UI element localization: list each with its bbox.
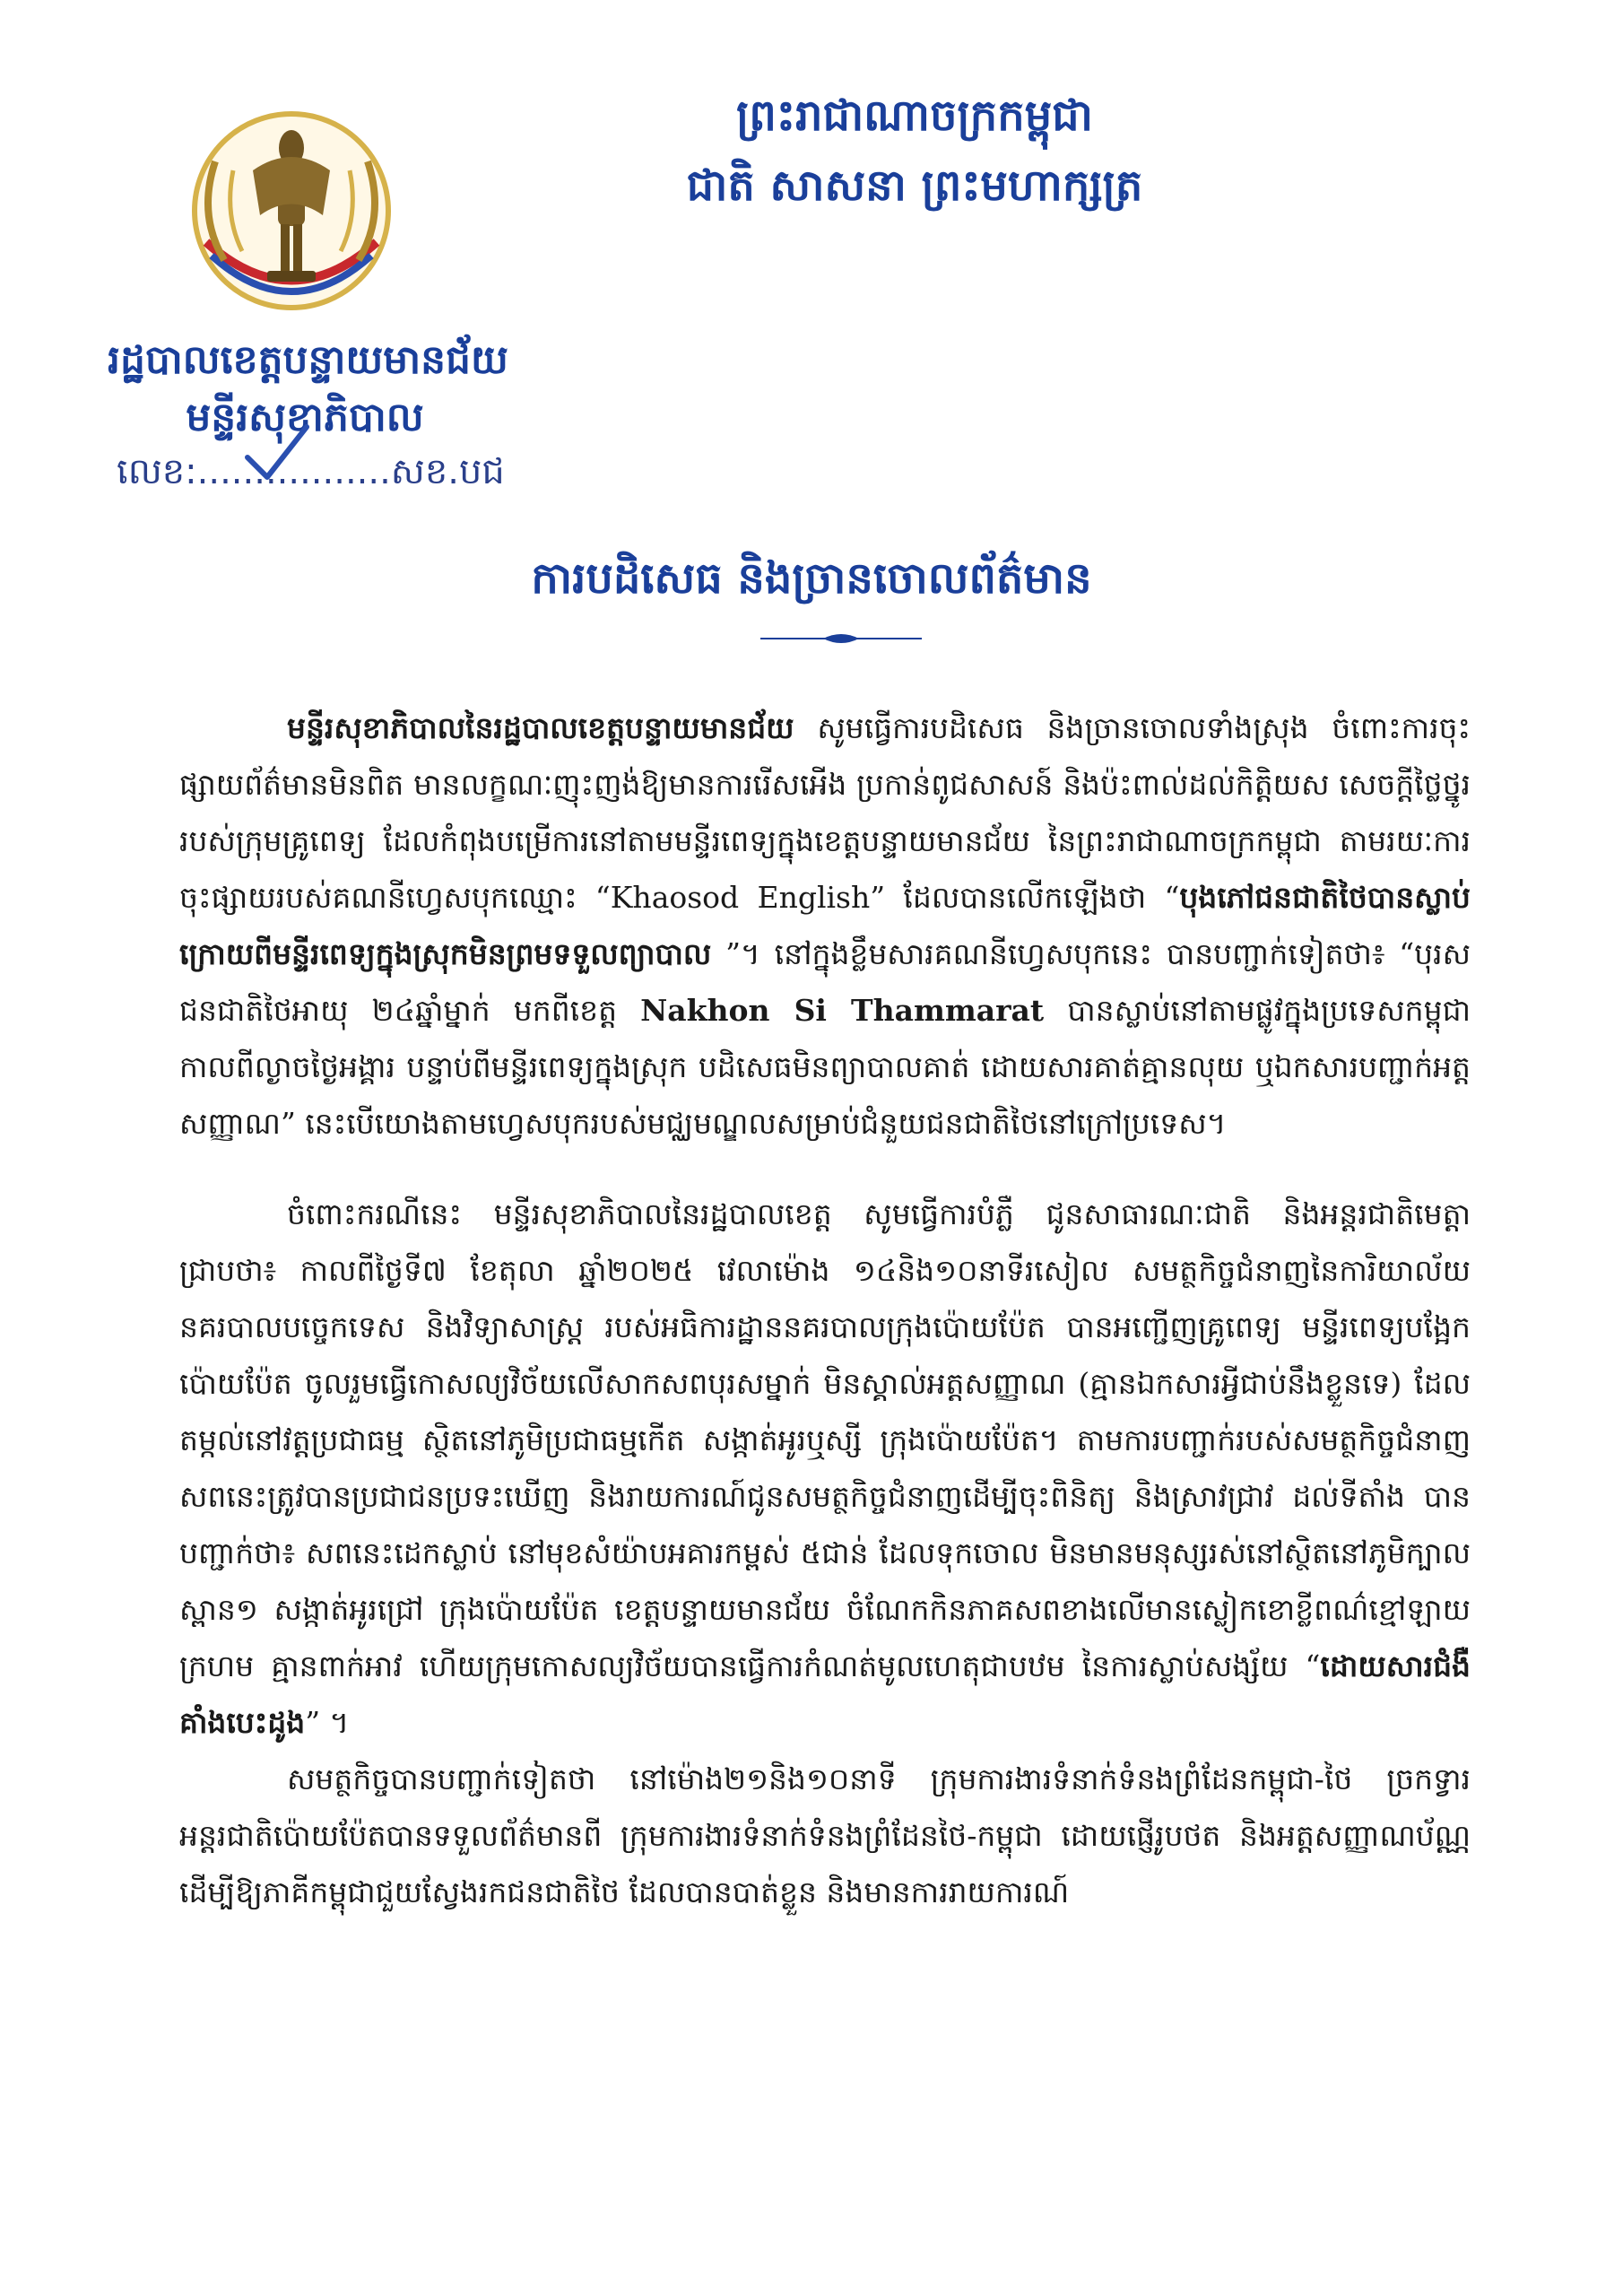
paragraph-2-text-a: ចំពោះករណីនេះ មន្ទីរសុខាភិបាលនៃរដ្ឋបាលខេត្ត សូមធ្វើការបំភ្លឺ ជូនសាធារណៈជាតិ និងអន្តរជាតិមេត្តាជ្រាបថា៖ កាលពីថ្ងៃទី៧ ខែតុលា ឆ្នាំ២០២៥ វេលាម៉ោង ១៤និង១០នាទីរសៀល សមត្ថកិច្ចជំនាញនៃការិយាល័យនគរបាលបច្ចេកទេស និងវិទ្យាសាស្ត្រ របស់អធិការដ្ឋាននគរបាលក្រុងប៉ោយប៉ែត បានអញ្ជើញគ្រូពេទ្យ មន្ទីរពេទ្យបង្អែកប៉ោយប៉ែត ចូលរួមធ្វើកោសល្យវិច័យលើសាកសពបុរសម្នាក់ មិនស្គាល់អត្តសញ្ញាណ (គ្មានឯកសារអ្វីជាប់នឹងខ្លួនទេ) ដែលតម្កល់នៅវត្តប្រជាធម្ម ស្ថិតនៅភូមិប្រជាធម្មកើត សង្កាត់អូរឬស្សី ក្រុងប៉ោយប៉ែត។ តាមការបញ្ជាក់របស់សមត្ថកិច្ចជំនាញ សពនេះត្រូវបានប្រជាជនប្រទះឃើញ និងរាយការណ៍ជូនសមត្ថកិច្ចជំនាញដើម្បីចុះពិនិត្យ និងស្រាវជ្រាវ ដល់ទីតាំង បានបញ្ជាក់ថា៖ សពនេះដេកស្លាប់ នៅមុខសំយ៉ាបអគារកម្ពស់ ៥ជាន់ ដែលទុកចោល មិនមានមនុស្សរស់នៅស្ថិតនៅភូមិក្បាលស្ពាន១ សង្កាត់អូរជ្រៅ ក្រុងប៉ោយប៉ែត ខេត្តបន្ទាយមានជ័យ ចំណែកកិនភាគសពខាងលើមានស្លៀកខោខ្លីពណ៌ខ្មៅឡាយក្រហម គ្មានពាក់អាវ ហើយក្រុមកោសល្យវិច័យបានធ្វើការកំណត់មូលហេតុជាបឋម នៃការស្លាប់សង្ស័យ “ [179,1196,1471,1683]
quoted-claim: បុងភៅជនជាតិថៃបានស្លាប់ ក្រោយពីមន្ទីរពេទ្យក្នុងស្រុកមិនព្រមទទួលព្យាបាល [179,880,1471,971]
province-name: Nakhon Si Thammarat [640,993,1045,1028]
paragraph-1-text-b: ”។ នៅក្នុងខ្លឹមសារគណនីហ្វេសបុកនេះ បានបញ្ជាក់ទៀតថា៖ “បុរសជនជាតិថៃអាយុ ២៤ឆ្នាំម្នាក់ មកពីខេត្ត [179,936,1471,1028]
paragraph-3: សមត្ថកិច្ចបានបញ្ជាក់ទៀតថា នៅម៉ោង២១និង១០នាទី ក្រុមការងារទំនាក់ទំនងព្រំដែនកម្ពុជា-ថៃ ច្រកទ្វារអន្តរជាតិប៉ោយប៉ែតបានទទួលព័ត៌មានពី ក្រុមការងារទំនាក់ទំនងព្រំដែនថៃ-កម្ពុជា ដោយផ្ញើរូបថត និងអត្តសញ្ញាណប័ណ្ណ ដើម្បីឱ្យភាគីកម្ពុជាជួយស្វែងរកជនជាតិថៃ ដែលបានបាត់ខ្លួន និងមានការរាយការណ៍ [179,1761,1471,1909]
health-department-name: មន្ទីរសុខាភិបាល [186,395,424,440]
paragraph-1-text-a: សូមធ្វើការបដិសេធ និងច្រានចោលទាំងស្រុង ចំពោះការចុះផ្សាយព័ត៌មានមិនពិត មានលក្ខណៈញុះញង់ឱ្យមានការរើសអើង ប្រកាន់ពូជសាសន៍ និងប៉ះពាល់ដល់កិត្តិយស សេចក្តីថ្លៃថ្នូររបស់ក្រុមគ្រូពេទ្យ ដែលកំពុងបម្រើការនៅតាមមន្ទីរពេទ្យក្នុងខេត្តបន្ទាយមានជ័យ នៃព្រះរាជាណាចក្រកម្ពុជា តាមរយៈការចុះផ្សាយរបស់គណនីហ្វេសបុកឈ្មោះ “Khaosod English” ដែលបានលើកឡើងថា “ [179,710,1471,915]
ministry-emblem-logo [188,108,395,314]
provincial-administration-name: រដ្ឋបាលខេត្តបន្ទាយមានជ័យ [108,337,508,383]
reference-number: លេខ:.................សខ.បជ [117,451,505,492]
kingdom-name: ព្រះរាជាណាចក្រកម្ពុជា [736,91,1093,141]
cause-of-death: ដោយសារជំងឺគាំងបេះដូង [179,1648,1471,1740]
paragraph-2 [179,1186,1471,1751]
nation-religion-king: ជាតិ សាសនា ព្រះមហាក្សត្រ [686,161,1143,211]
paragraph-1 [179,700,1471,1152]
issuing-authority: មន្ទីរសុខាភិបាលនៃរដ្ឋបាលខេត្តបន្ទាយមានជ័យ [287,710,794,745]
kingdom-motto [556,81,1273,221]
document-title: ការបដិសេធ និងច្រានចោលព័ត៌មាន [531,553,1092,604]
paragraph-2-text-b: ” ។ [305,1705,350,1740]
handwritten-check-mark [240,422,312,484]
title-divider-ornament [760,630,922,648]
paragraph-1-text-c: បានស្លាប់នៅតាមផ្លូវក្នុងប្រទេសកម្ពុជា កាលពីល្ងាចថ្ងៃអង្គារ បន្ទាប់ពីមន្ទីរពេទ្យក្នុងស្រុក បដិសេធមិនព្យាបាលគាត់ ដោយសារគាត់គ្មានលុយ ឬឯកសារបញ្ជាក់អត្តសញ្ញាណ” នេះបើយោងតាមហ្វេសបុករបស់មជ្ឈមណ្ឌលសម្រាប់ជំនួយជនជាតិថៃនៅក្រៅប្រទេស។ [179,993,1471,1141]
document-body [179,700,1471,1920]
